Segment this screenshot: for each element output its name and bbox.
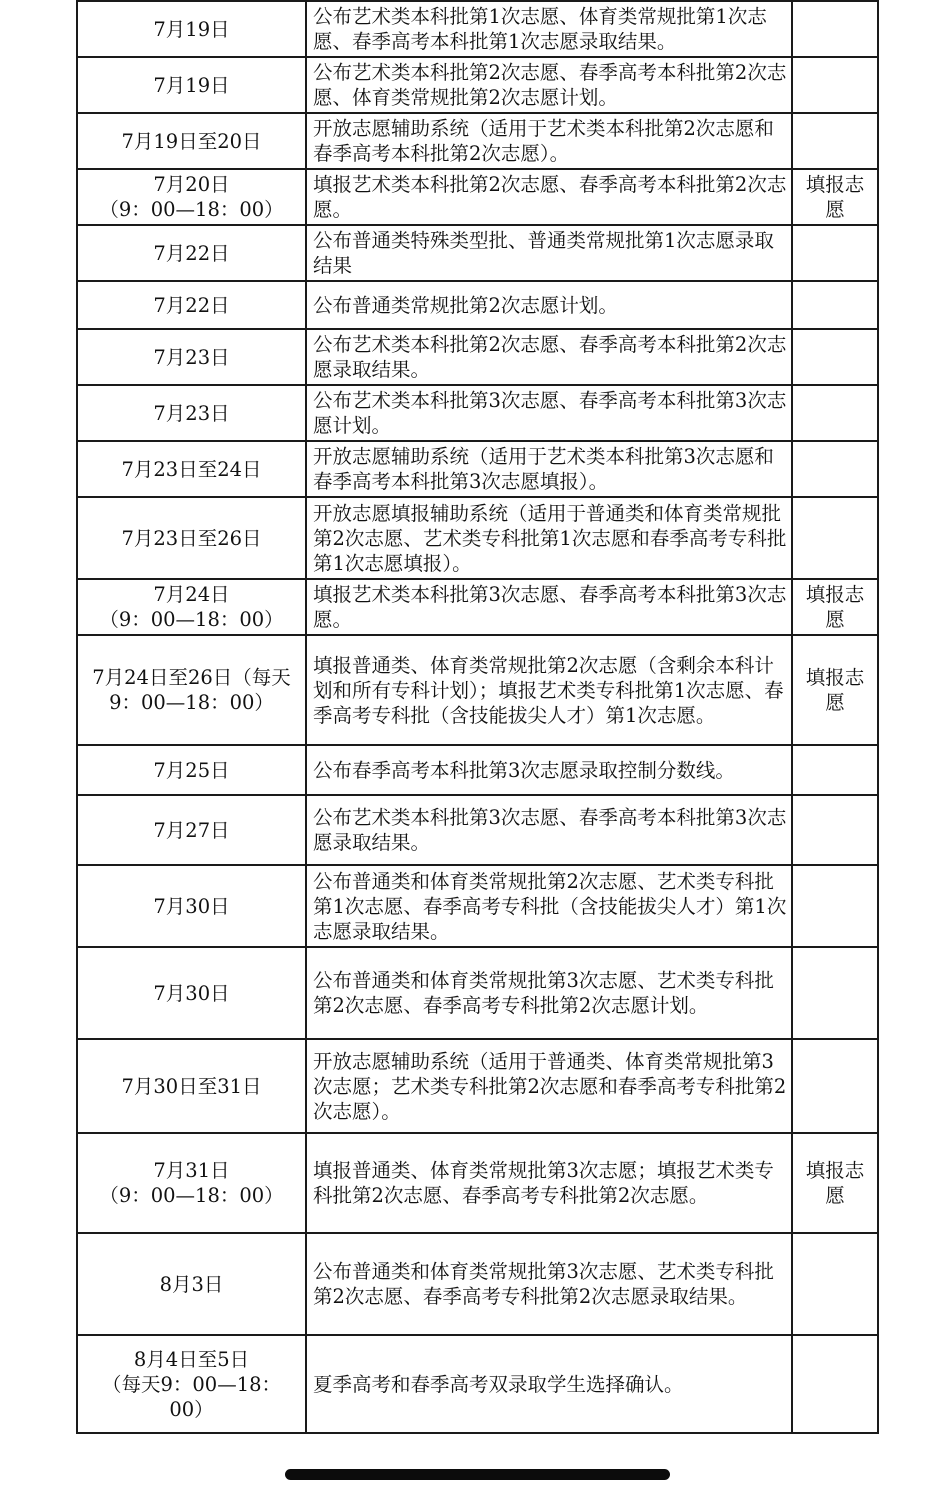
table-row [77, 497, 878, 579]
table-row [77, 1233, 878, 1335]
date-text: 8月3日 [159, 1272, 224, 1296]
date-cell [77, 169, 306, 225]
date-cell [77, 57, 306, 113]
date-cell [77, 1, 306, 57]
table-row [77, 113, 878, 169]
date-text: 7月23日 [153, 345, 230, 369]
table-row [77, 225, 878, 281]
table-row [77, 1133, 878, 1233]
date-text: 00） [169, 1397, 214, 1421]
event-cell: 开放志愿辅助系统（适用于艺术类本科批第2次志愿和春季高考本科批第2次志愿）。 [306, 113, 792, 169]
date-cell [77, 635, 306, 745]
note-cell [792, 225, 878, 281]
event-cell: 公布普通类常规批第2次志愿计划。 [306, 281, 792, 329]
event-cell: 填报普通类、体育类常规批第3次志愿；填报艺术类专科批第2次志愿、春季高考专科批第2次志愿。 [306, 1133, 792, 1233]
event-cell: 填报艺术类本科批第3次志愿、春季高考本科批第3次志愿。 [306, 579, 792, 635]
date-cell [77, 1335, 306, 1433]
table-row [77, 329, 878, 385]
date-text: 7月23日至24日 [121, 457, 262, 481]
date-cell [77, 579, 306, 635]
note-cell: 填报志愿 [792, 1133, 878, 1233]
date-text: 7月25日 [153, 758, 230, 782]
event-cell: 公布普通类和体育类常规批第3次志愿、艺术类专科批第2次志愿、春季高考专科批第2次志愿录取结果。 [306, 1233, 792, 1335]
note-cell [792, 1335, 878, 1433]
table-row [77, 1, 878, 57]
table-row [77, 795, 878, 865]
note-cell [792, 113, 878, 169]
event-cell: 填报普通类、体育类常规批第2次志愿（含剩余本科计划和所有专科计划）；填报艺术类专科批第1次志愿、春季高考专科批（含技能拔尖人才）第1次志愿。 [306, 635, 792, 745]
date-text: 7月30日 [153, 981, 230, 1005]
note-cell: 填报志愿 [792, 169, 878, 225]
table-row [77, 947, 878, 1039]
date-text: 7月22日 [153, 293, 230, 317]
date-text: 7月19日 [153, 17, 230, 41]
date-cell [77, 385, 306, 441]
event-cell: 公布艺术类本科批第1次志愿、体育类常规批第1次志愿、春季高考本科批第1次志愿录取结果。 [306, 1, 792, 57]
note-cell [792, 385, 878, 441]
table-row [77, 1039, 878, 1133]
table-row [77, 635, 878, 745]
date-cell [77, 865, 306, 947]
event-cell: 公布春季高考本科批第3次志愿录取控制分数线。 [306, 745, 792, 795]
table-row [77, 281, 878, 329]
table-row [77, 579, 878, 635]
date-text: 8月4日至5日 [133, 1347, 250, 1371]
note-cell [792, 1039, 878, 1133]
table-row [77, 169, 878, 225]
event-cell: 开放志愿辅助系统（适用于普通类、体育类常规批第3次志愿；艺术类专科批第2次志愿和春季高考专科批第2次志愿）。 [306, 1039, 792, 1133]
note-cell: 填报志愿 [792, 579, 878, 635]
table-row [77, 1335, 878, 1433]
note-cell [792, 745, 878, 795]
note-cell [792, 947, 878, 1039]
date-text: （每天9：00—18： [101, 1372, 282, 1396]
event-cell: 公布普通类特殊类型批、普通类常规批第1次志愿录取结果 [306, 225, 792, 281]
date-text: 7月22日 [153, 241, 230, 265]
table-row [77, 385, 878, 441]
date-text: （9：00—18：00） [99, 1184, 284, 1207]
event-cell: 公布艺术类本科批第2次志愿、春季高考本科批第2次志愿录取结果。 [306, 329, 792, 385]
note-cell [792, 57, 878, 113]
event-cell: 公布普通类和体育类常规批第2次志愿、艺术类专科批第1次志愿、春季高考专科批（含技能拔尖人才）第1次志愿录取结果。 [306, 865, 792, 947]
event-cell: 公布艺术类本科批第3次志愿、春季高考本科批第3次志愿计划。 [306, 385, 792, 441]
note-cell [792, 1, 878, 57]
event-cell: 开放志愿辅助系统（适用于艺术类本科批第3次志愿和春季高考本科批第3次志愿填报）。 [306, 441, 792, 497]
date-text: 7月24日 [153, 583, 230, 606]
date-cell [77, 795, 306, 865]
table-row [77, 57, 878, 113]
date-cell [77, 441, 306, 497]
date-cell [77, 1039, 306, 1133]
event-cell: 开放志愿填报辅助系统（适用于普通类和体育类常规批第2次志愿、艺术类专科批第1次志愿和春季高考专科批第1次志愿填报）。 [306, 497, 792, 579]
date-text: （9：00—18：00） [99, 198, 284, 221]
note-cell [792, 441, 878, 497]
date-text: 7月19日 [153, 73, 230, 97]
date-text: 7月19日至20日 [121, 129, 262, 153]
date-text: 7月31日 [153, 1159, 230, 1182]
date-cell [77, 329, 306, 385]
event-cell: 公布普通类和体育类常规批第3次志愿、艺术类专科批第2次志愿、春季高考专科批第2次志愿计划。 [306, 947, 792, 1039]
schedule-body [77, 1, 878, 1433]
home-indicator-bar[interactable] [285, 1469, 670, 1480]
date-cell [77, 497, 306, 579]
date-text: 7月30日至31日 [121, 1074, 262, 1098]
date-cell [77, 745, 306, 795]
note-cell [792, 329, 878, 385]
table-row [77, 865, 878, 947]
date-cell [77, 225, 306, 281]
table-row [77, 745, 878, 795]
date-text: 7月23日至26日 [121, 526, 262, 550]
date-cell [77, 1133, 306, 1233]
date-text: 7月23日 [153, 401, 230, 425]
event-cell: 夏季高考和春季高考双录取学生选择确认。 [306, 1335, 792, 1433]
admission-schedule-table [76, 0, 879, 1434]
date-cell [77, 281, 306, 329]
event-cell: 公布艺术类本科批第3次志愿、春季高考本科批第3次志愿录取结果。 [306, 795, 792, 865]
date-cell [77, 947, 306, 1039]
note-cell [792, 281, 878, 329]
note-cell [792, 1233, 878, 1335]
date-text: 9：00—18：00） [109, 691, 274, 714]
event-cell: 填报艺术类本科批第2次志愿、春季高考本科批第2次志愿。 [306, 169, 792, 225]
date-text: 7月20日 [153, 173, 230, 196]
date-text: 7月30日 [153, 894, 230, 918]
note-cell: 填报志愿 [792, 635, 878, 745]
table-row [77, 441, 878, 497]
date-text: 7月24日至26日（每天 [92, 666, 291, 689]
event-cell: 公布艺术类本科批第2次志愿、春季高考本科批第2次志愿、体育类常规批第2次志愿计划。 [306, 57, 792, 113]
note-cell [792, 865, 878, 947]
date-cell [77, 1233, 306, 1335]
date-cell [77, 113, 306, 169]
date-text: 7月27日 [153, 818, 230, 842]
date-text: （9：00—18：00） [99, 608, 284, 631]
note-cell [792, 497, 878, 579]
note-cell [792, 795, 878, 865]
